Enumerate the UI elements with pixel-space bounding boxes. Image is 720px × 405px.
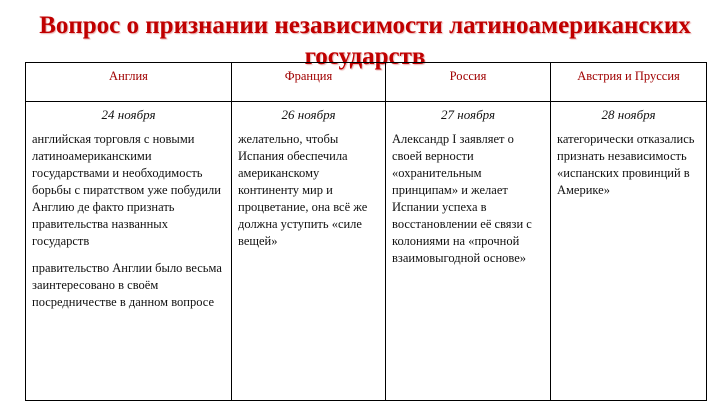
england-text-1: английская торговля с новыми латиноамериканскими государствами и необходимость борьбы с пиратством уже побудили Англию де факто признать правительства названных государств — [32, 132, 221, 248]
date-row — [26, 102, 707, 132]
date-russia: 27 ноября — [441, 107, 495, 122]
header-france: Франция — [232, 63, 386, 102]
england-text-2: правительство Англии было весьма заинтересовано в своём посредничестве в данном вопросе — [32, 261, 222, 309]
russia-text: Александр I заявляет о своей верности «охранительным принципам» и желает Испании успеха в восстановлении её связи с колониями на «прочной взаимовыгодной основе» — [392, 132, 532, 265]
header-austria-prussia: Австрия и Пруссия — [551, 63, 707, 102]
date-england: 24 ноября — [101, 107, 156, 122]
header-russia: Россия — [386, 63, 551, 102]
positions-table — [25, 62, 707, 401]
austria-prussia-text: категорически отказались признать независимость «испанских провинций в Америке» — [557, 132, 695, 197]
date-france: 26 ноября — [281, 107, 336, 122]
content-row — [26, 131, 707, 401]
france-text: желательно, чтобы Испания обеспечила американскому континенту мир и процветание, она всё же должна уступить «силе вещей» — [238, 132, 368, 248]
header-england: Англия — [26, 63, 232, 102]
date-austria-prussia: 28 ноября — [601, 107, 656, 122]
header-row — [26, 63, 707, 102]
slide-title: Вопрос о признании независимости латиноамериканских государств — [39, 12, 691, 70]
